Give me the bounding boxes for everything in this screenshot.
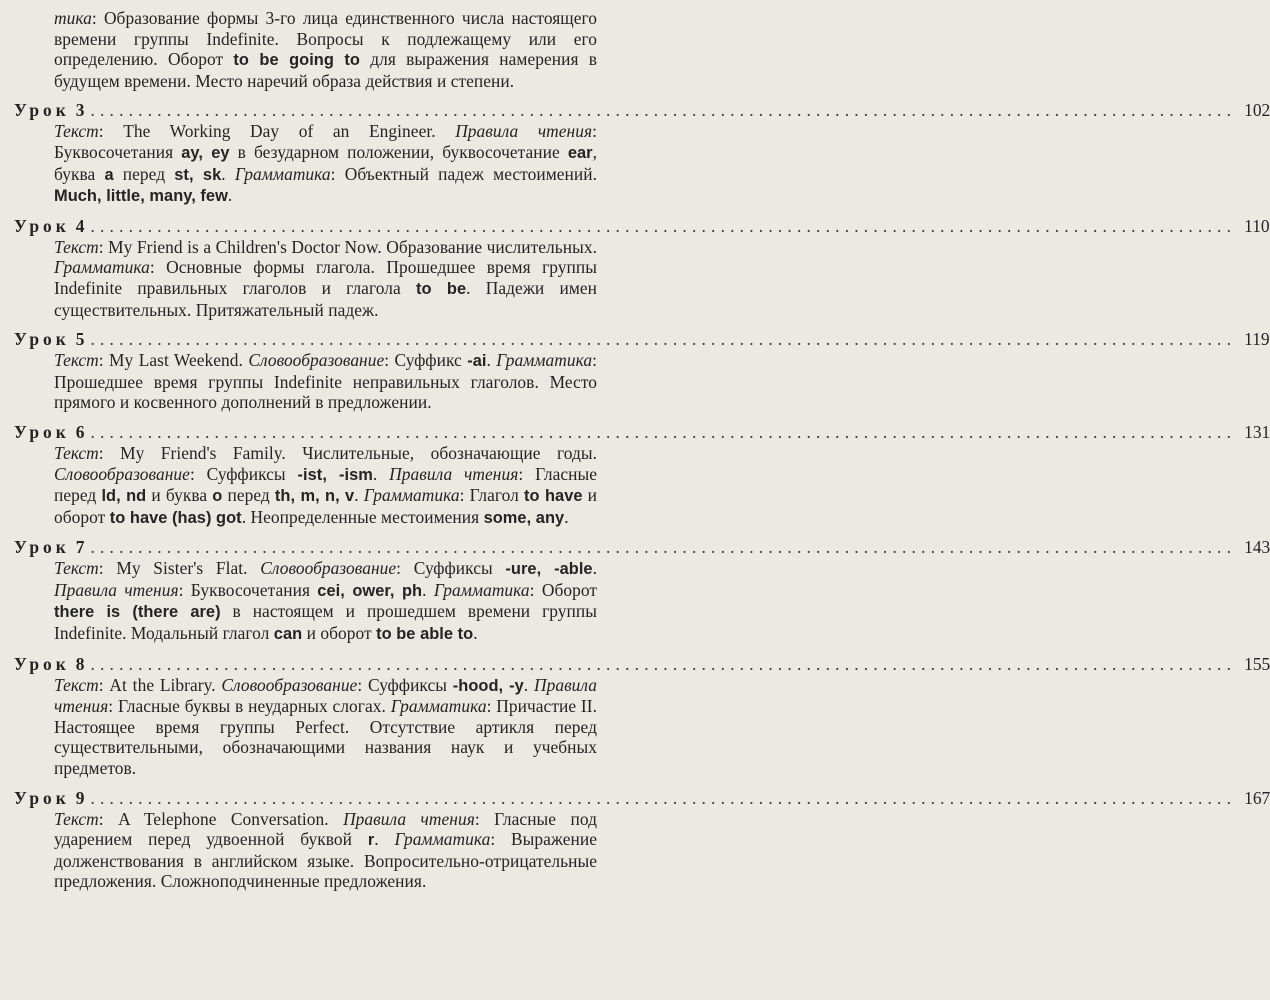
lesson-heading[interactable]: [14, 653, 1270, 675]
text-fragment: : Глагол: [459, 485, 525, 506]
example-term: to have (has) got: [109, 508, 242, 527]
text-fragment: .: [227, 185, 233, 206]
text-fragment: , буква: [54, 141, 597, 184]
text-fragment: и оборот: [302, 623, 377, 644]
text-fragment: : Выражение долженствования в английском языке. Вопросительно-отрицательные предложения. Сложноподчиненные предложения.: [54, 829, 597, 892]
rubric-label: Словообразование: [54, 463, 190, 484]
lesson-word: Урок: [14, 329, 70, 350]
example-term: to be able to: [376, 625, 474, 644]
text-fragment: : Буквосочетания: [178, 579, 318, 600]
rubric-label: Текст: [54, 442, 99, 463]
text-fragment: : Прошедшее время группы Indefinite неправильных глаголов. Место прямого и косвенного дополнений в предложении.: [54, 350, 597, 413]
example-term: can: [273, 625, 303, 644]
text-fragment: . Неопределенные местоимения: [241, 506, 484, 527]
lesson-entry: [14, 99, 1270, 206]
dot-leader: ........................................................................................................................: [90, 653, 1237, 674]
text-fragment: в настоящем и прошедшем времени группы Indefinite. Модальный глагол: [54, 601, 597, 644]
lesson-number: 9: [75, 787, 85, 808]
example-term: -ure, -able: [505, 560, 593, 579]
intro-continuation: [54, 8, 597, 91]
text-fragment: .: [354, 485, 364, 506]
rubric-label: Текст: [54, 558, 99, 579]
example-term: ld, nd: [101, 487, 147, 506]
lesson-entry: [14, 421, 1270, 528]
lesson-entry: [14, 215, 1270, 320]
example-term: -hood, -y: [452, 676, 524, 695]
page-number: 167: [1244, 787, 1270, 808]
text-fragment: и буква: [146, 485, 213, 506]
lesson-number: 4: [75, 215, 85, 236]
lesson-entry: [14, 328, 1270, 413]
lesson-word: Урок: [14, 421, 70, 442]
lesson-word: Урок: [14, 537, 70, 558]
lesson-description: [54, 809, 597, 892]
rubric-label: Правила чтения: [54, 674, 598, 717]
lesson-number: 5: [75, 329, 85, 350]
rubric-label: Грамматика: [433, 579, 530, 600]
text-fragment: : Гласные перед: [54, 463, 598, 506]
text-fragment: .: [473, 623, 478, 644]
text-fragment: .: [486, 350, 497, 371]
dot-leader: ........................................................................................................................: [90, 421, 1237, 442]
dot-leader: ........................................................................................................................: [90, 787, 1237, 808]
text-fragment: : My Friend is a Children's Doctor Now. Образование числительных.: [98, 236, 597, 257]
text-fragment: перед: [113, 163, 175, 184]
text-fragment: .: [564, 506, 569, 527]
lesson-heading[interactable]: [14, 421, 1270, 443]
rubric-label: Словообразование: [221, 674, 358, 695]
lesson-heading[interactable]: [14, 787, 1270, 809]
rubric-label: Правила чтения: [343, 808, 475, 829]
example-term: to have: [524, 487, 583, 506]
text-fragment: : Причастие II. Настоящее время группы Perfect. Отсутствие артикля перед существительными, обозначающими названия наук и учебных предметов.: [54, 696, 597, 779]
lesson-word: Урок: [14, 787, 70, 808]
example-term: Much, little, many, few: [54, 187, 228, 206]
text-fragment: .: [221, 163, 235, 184]
example-term: there is (there are): [54, 603, 221, 622]
dot-leader: ........................................................................................................................: [90, 329, 1237, 350]
lesson-description: [54, 237, 597, 320]
rubric-label: Грамматика: [390, 696, 487, 717]
rubric-label: Словообразование: [260, 558, 397, 579]
text-fragment: . Падежи имен существительных. Притяжательный падеж.: [54, 277, 598, 320]
rubric-label: Текст: [54, 674, 99, 695]
lesson-number: 7: [75, 537, 85, 558]
text-fragment: : Гласные буквы в неударных слогах.: [108, 696, 391, 717]
example-term: ear: [567, 143, 593, 162]
rubric-label: Правила чтения: [389, 463, 519, 484]
text-fragment: : Оборот: [529, 579, 598, 600]
text-fragment: : Суффиксы: [396, 558, 506, 579]
lesson-entry: [14, 653, 1270, 779]
page-number: 102: [1244, 100, 1270, 121]
text-fragment: : Суффиксы: [357, 674, 453, 695]
rubric-label: Правила чтения: [54, 579, 179, 600]
rubric-label: Текст: [54, 236, 99, 257]
lesson-number: 3: [75, 100, 85, 121]
lesson-heading[interactable]: [14, 328, 1270, 350]
example-term: a: [104, 165, 114, 184]
rubric-label: Грамматика: [363, 485, 460, 506]
rubric-label: Текст: [54, 121, 99, 142]
example-term: to be: [415, 279, 467, 298]
text-fragment: : My Friend's Family. Числительные, обозначающие годы.: [98, 442, 597, 463]
dot-leader: ........................................................................................................................: [90, 537, 1237, 558]
lesson-description: [54, 443, 597, 528]
text-fragment: : At the Library.: [98, 674, 222, 695]
rubric-label: Текст: [54, 350, 99, 371]
lesson-heading[interactable]: [14, 536, 1270, 558]
text-fragment: : My Last Weekend.: [98, 350, 249, 371]
lesson-word: Урок: [14, 100, 70, 121]
page-number: 119: [1244, 329, 1270, 350]
dot-leader: ........................................................................................................................: [90, 215, 1237, 236]
text-fragment: : Суффиксы: [189, 463, 298, 484]
lesson-list: [14, 99, 1270, 892]
example-term: cei, ower, ph: [317, 581, 423, 600]
text-fragment: .: [422, 579, 434, 600]
example-term: some, any: [483, 508, 565, 527]
lesson-number: 6: [75, 421, 85, 442]
text-fragment: в безударном положении, буквосочетание: [229, 141, 568, 162]
page-number: 110: [1244, 215, 1270, 236]
rubric-label: Грамматика: [54, 257, 150, 278]
text-fragment: для выражения намерения в будущем времени. Место наречий образа действия и степени.: [54, 49, 597, 91]
lesson-number: 8: [75, 653, 85, 674]
example-term: ay, ey: [181, 143, 230, 162]
text-fragment: и оборот: [54, 485, 598, 527]
page-number: 143: [1244, 537, 1270, 558]
lesson-heading[interactable]: [14, 99, 1270, 121]
lesson-description: [54, 675, 597, 779]
text-fragment: .: [374, 829, 395, 850]
rubric-label: Грамматика: [496, 350, 593, 371]
example-term: to be going to: [233, 51, 360, 70]
example-term: st, sk: [174, 165, 222, 184]
example-term: th, m, n, v: [274, 487, 355, 506]
text-fragment: : A Telephone Conversation.: [98, 808, 344, 829]
lesson-entry: [14, 536, 1270, 644]
lesson-entry: [14, 787, 1270, 892]
text-fragment: : The Working Day of an Engineer.: [98, 121, 456, 142]
example-term: -ai: [467, 352, 487, 371]
lesson-word: Урок: [14, 215, 70, 236]
lesson-heading[interactable]: [14, 215, 1270, 237]
rubric-label: Словообразование: [248, 350, 385, 371]
text-fragment: : Гласные под ударением перед удвоенной буквой: [54, 808, 597, 850]
text-fragment: .: [592, 558, 597, 579]
page-number: 131: [1244, 421, 1270, 442]
lesson-description: [54, 558, 597, 644]
rubric-label: Грамматика: [234, 163, 331, 184]
page-number: 155: [1244, 653, 1270, 674]
text-fragment: : Образование формы 3-го лица единственного числа настоящего времени группы Indefinite. Вопросы к подлежащему или его определению. Оборот: [54, 8, 597, 70]
lesson-description: [54, 121, 597, 206]
text-fragment: : My Sister's Flat.: [98, 558, 261, 579]
rubric-label: Грамматика: [394, 829, 491, 850]
rubric-label: Текст: [54, 808, 99, 829]
rubric-label: Правила чтения: [455, 121, 593, 142]
text-fragment: : Буквосочетания: [54, 121, 597, 162]
example-term: o: [212, 487, 223, 506]
text-fragment: перед: [222, 485, 275, 506]
dot-leader: ........................................................................................................................: [90, 100, 1237, 121]
text-fragment: : Объектный падеж местоимений.: [330, 163, 597, 184]
text-fragment: : Основные формы глагола. Прошедшее время группы Indefinite правильных глаголов и глагола: [54, 257, 597, 298]
text-fragment: .: [523, 674, 534, 695]
text-fragment: : Суффикс: [384, 350, 468, 371]
text-fragment: .: [372, 463, 390, 484]
example-term: r: [367, 831, 375, 850]
rubric-label: тика: [54, 8, 92, 28]
lesson-description: [54, 350, 597, 413]
lesson-word: Урок: [14, 653, 70, 674]
example-term: -ist, -ism: [297, 465, 373, 484]
